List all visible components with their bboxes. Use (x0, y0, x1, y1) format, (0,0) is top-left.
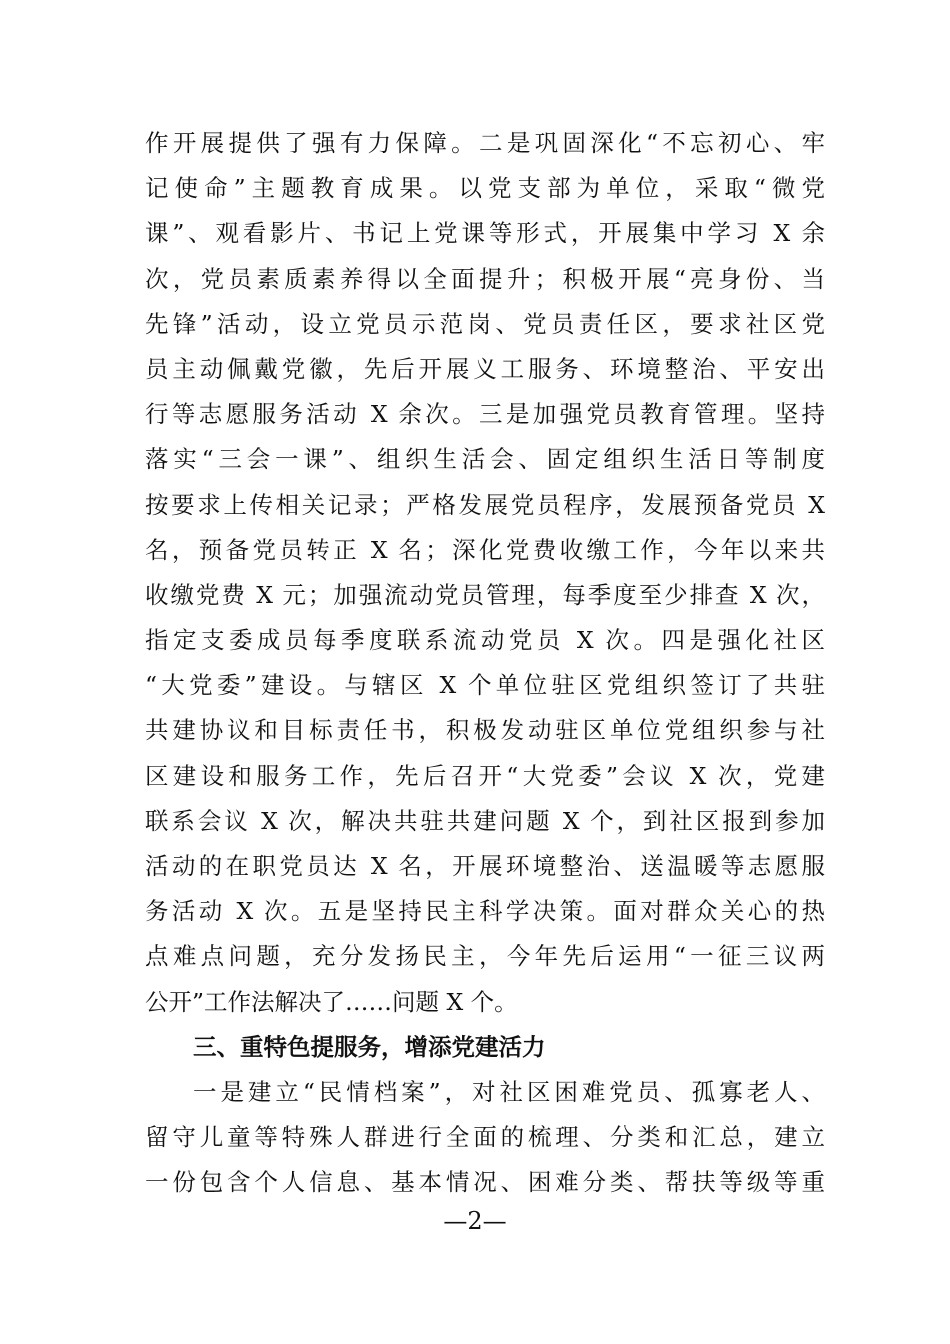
text-line: “大党委”建设。与辖区 X 个单位驻区党组织签订了共驻 (145, 671, 825, 700)
text-line: 区建设和服务工作，先后召开“大党委”会议 X 次，党建 (145, 761, 825, 790)
text-line: 指定支委成员每季度联系流动党员 X 次。四是强化社区 (145, 626, 825, 655)
text-line: 按要求上传相关记录；严格发展党员程序，发展预备党员 X (145, 490, 825, 519)
text-line: 作开展提供了强有力保障。二是巩固深化“不忘初心、牢 (145, 129, 825, 157)
text-line: 共建协议和目标责任书，积极发动驻区单位党组织参与社 (145, 716, 825, 745)
text-line: 公开”工作法解决了……问题 X 个。 (145, 987, 518, 1016)
paragraph-service-features (145, 1070, 825, 1206)
text-line: 活动的在职党员达 X 名，开展环境整治、送温暖等志愿服 (145, 852, 825, 880)
paragraph-party-building-work (145, 121, 825, 1025)
text-line: 行等志愿服务活动 X 余次。三是加强党员教育管理。坚持 (145, 400, 825, 429)
text-line: 记使命”主题教育成果。以党支部为单位，采取“微党 (145, 174, 825, 203)
text-line: 点难点问题，充分发扬民主，今年先后运用“一征三议两 (145, 942, 825, 971)
text-line: 课”、观看影片、书记上党课等形式，开展集中学习 X 余 (145, 219, 825, 248)
text-line: 一是建立“民情档案”，对社区困难党员、孤寡老人、 (193, 1077, 825, 1106)
text-line: 落实“三会一课”、组织生活会、固定组织生活日等制度 (145, 445, 825, 474)
section-heading: 三、重特色提服务，增添党建活力 (193, 1032, 546, 1061)
text-line: 次，党员素质素养得以全面提升；积极开展“亮身份、当 (145, 264, 825, 293)
text-line: 留守儿童等特殊人群进行全面的梳理、分类和汇总，建立 (145, 1123, 825, 1152)
page-number: —2— (443, 1207, 507, 1235)
text-line: 名，预备党员转正 X 名；深化党费收缴工作，今年以来共 (145, 535, 825, 564)
body-text (145, 121, 825, 1206)
text-line: 务活动 X 次。五是坚持民主科学决策。面对群众关心的热 (145, 897, 825, 926)
text-line: 联系会议 X 次，解决共驻共建问题 X 个，到社区报到参加 (145, 806, 825, 835)
text-line: 员主动佩戴党徽，先后开展义工服务、环境整治、平安出 (145, 354, 825, 383)
text-line: 一份包含个人信息、基本情况、困难分类、帮扶等级等重 (145, 1168, 825, 1197)
text-line: 先锋”活动，设立党员示范岗、党员责任区，要求社区党 (145, 309, 825, 338)
text-line: 收缴党费 X 元；加强流动党员管理，每季度至少排查 X 次， (145, 580, 825, 609)
